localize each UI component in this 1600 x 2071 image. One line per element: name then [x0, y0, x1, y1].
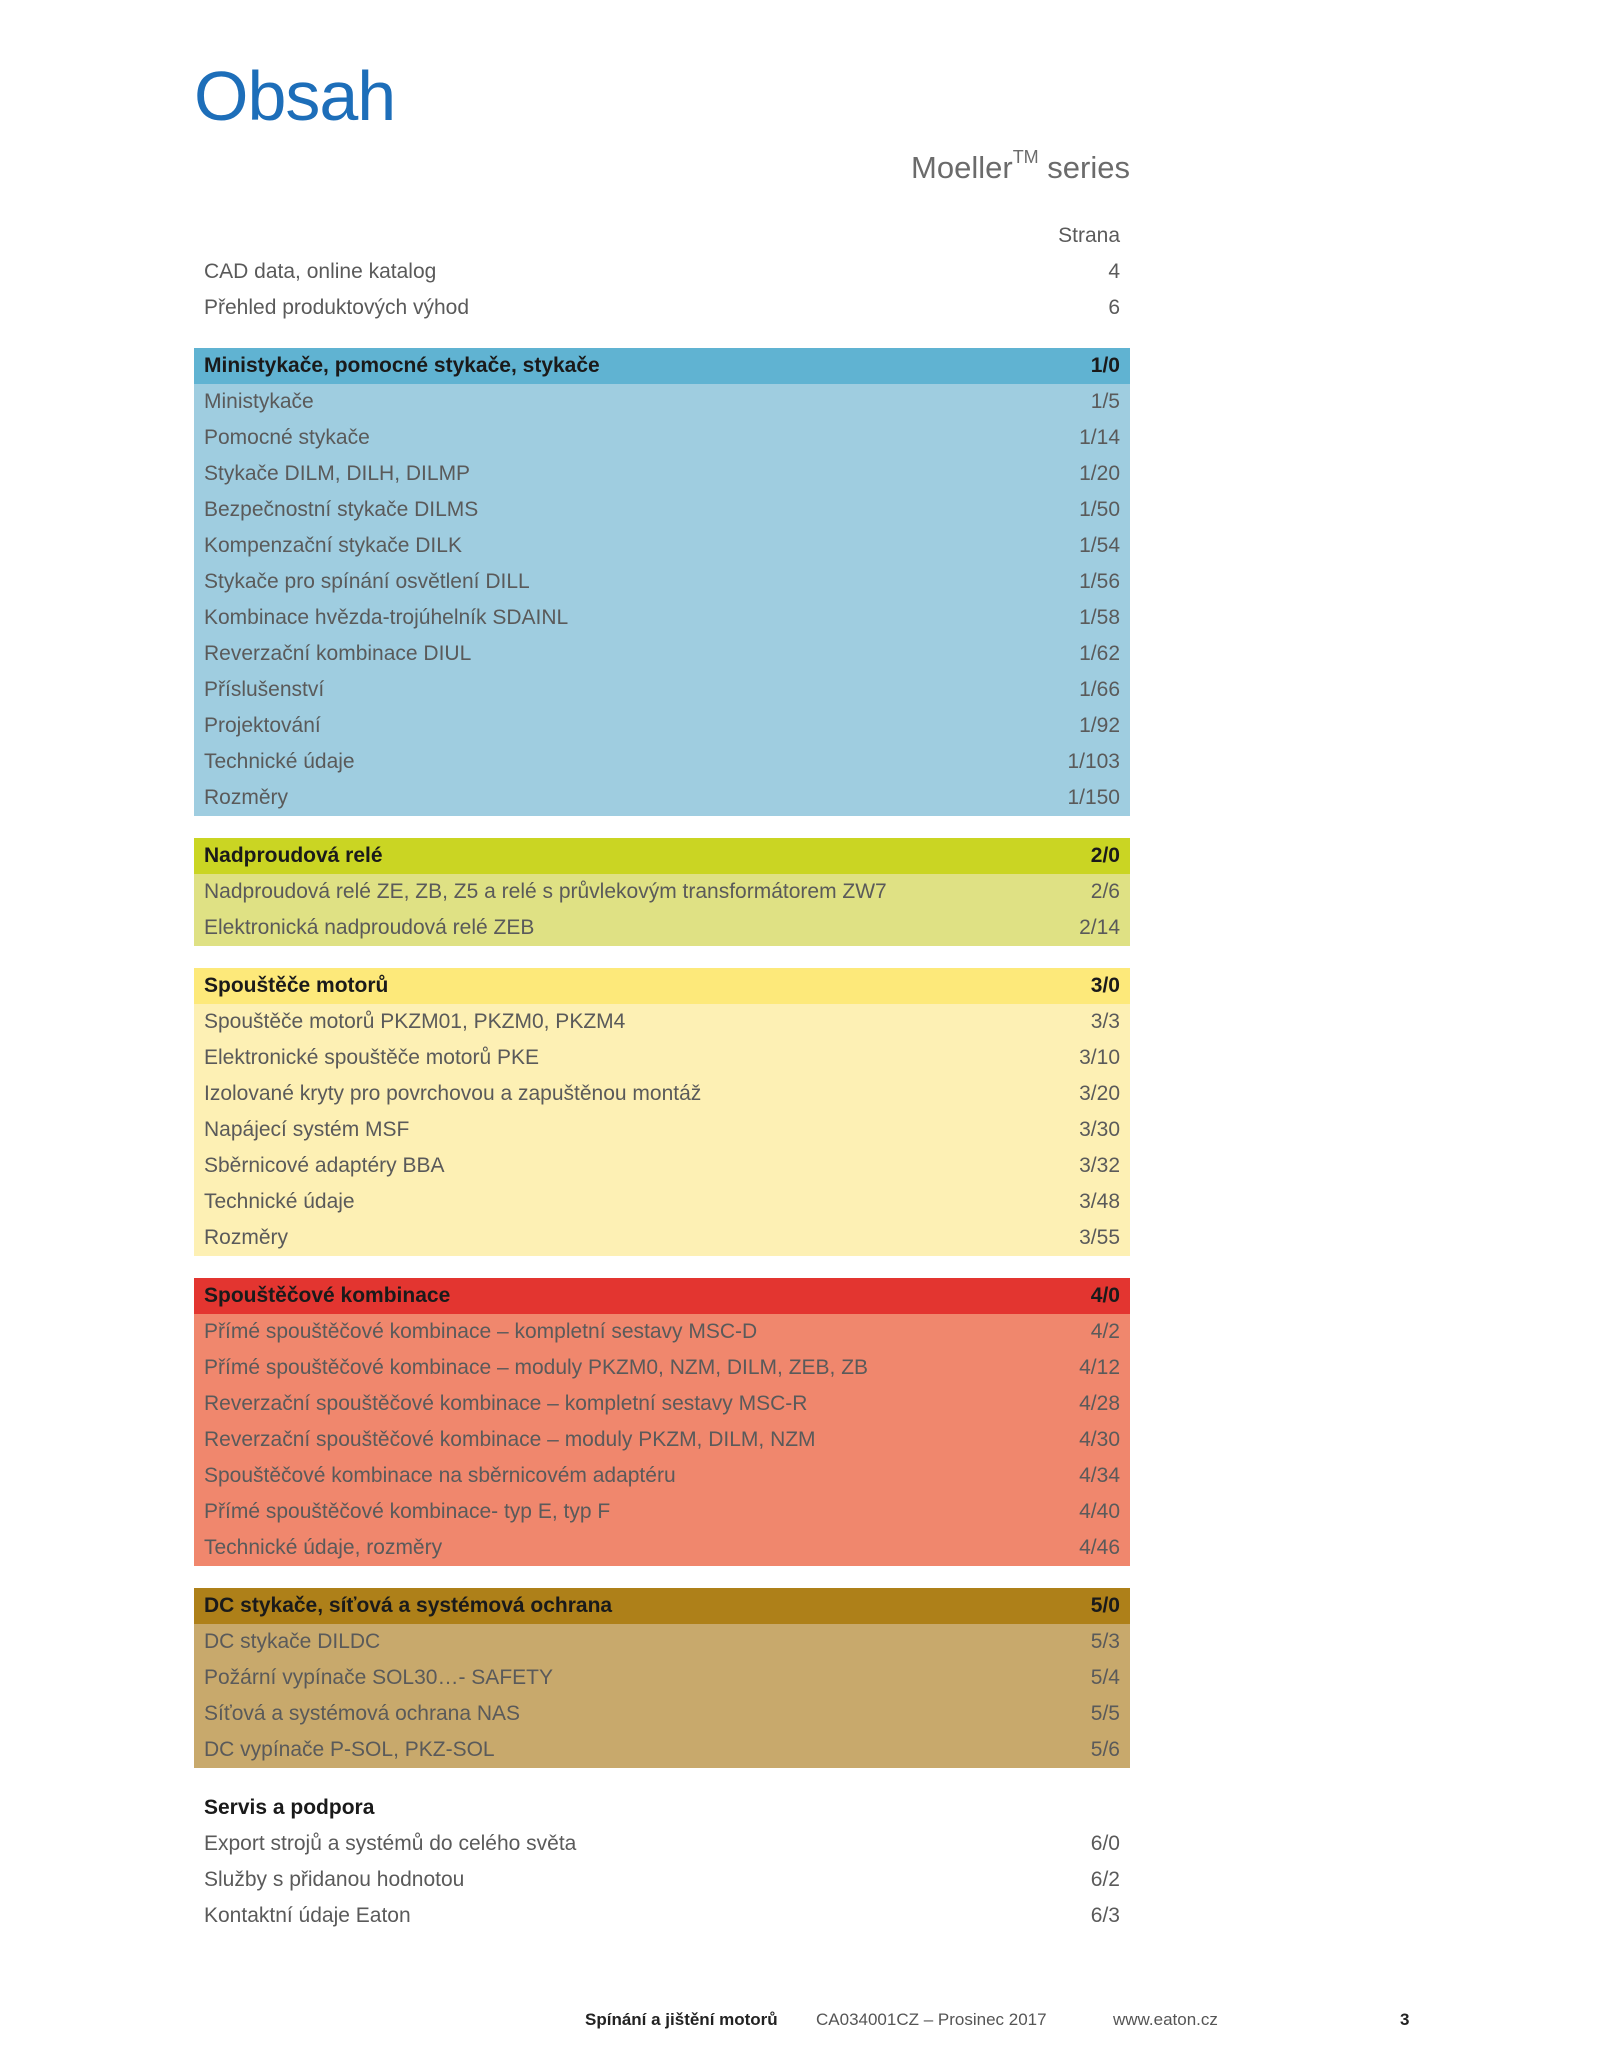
toc-entry[interactable] — [194, 744, 1130, 780]
toc-entry-page: 1/20 — [1079, 462, 1120, 485]
toc-entry[interactable] — [194, 1624, 1130, 1660]
toc-entry-label: CAD data, online katalog — [204, 260, 437, 283]
section-page: 5/0 — [1090, 1594, 1120, 1617]
toc-entry[interactable] — [194, 874, 1130, 910]
toc-entry[interactable] — [194, 1076, 1130, 1112]
toc-entry-label: Přímé spouštěčové kombinace- typ E, typ F — [204, 1500, 611, 1523]
intro-entries — [194, 254, 1130, 326]
toc-entry-page: 4/30 — [1079, 1428, 1120, 1451]
toc-entry[interactable] — [194, 456, 1130, 492]
toc-entry-label: Export strojů a systémů do celého světa — [204, 1832, 577, 1855]
toc-entry-label: Přímé spouštěčové kombinace – moduly PKZM0, NZM, DILM, ZEB, ZB — [204, 1356, 869, 1379]
footer-page-number: 3 — [1400, 2010, 1410, 2029]
toc-entry[interactable] — [194, 1220, 1130, 1256]
toc-entry-page: 6/0 — [1090, 1832, 1120, 1855]
toc-entry-page: 5/6 — [1090, 1738, 1120, 1761]
toc-entry-page: 2/14 — [1079, 916, 1120, 939]
toc-entry-page: 6 — [1108, 296, 1120, 319]
toc-entry[interactable] — [194, 1660, 1130, 1696]
toc-entry-label: DC stykače DILDC — [204, 1630, 381, 1653]
toc-entry-page: 3/10 — [1079, 1046, 1120, 1069]
toc-entry-page: 4/40 — [1079, 1500, 1120, 1523]
toc-entry[interactable] — [194, 636, 1130, 672]
toc-entry-page: 4/12 — [1079, 1356, 1120, 1379]
toc-entry-label: Technické údaje, rozměry — [204, 1536, 443, 1559]
toc-entry-label: Příslušenství — [204, 678, 325, 701]
toc-entry-label: Přehled produktových výhod — [204, 296, 469, 319]
section-service-support — [194, 1790, 1130, 1934]
toc-entry-label: Spouštěčové kombinace na sběrnicovém adaptéru — [204, 1464, 676, 1487]
toc-entry-label: Napájecí systém MSF — [204, 1118, 410, 1141]
toc-entry-label: Reverzační kombinace DIUL — [204, 642, 472, 665]
toc-entry[interactable] — [194, 384, 1130, 420]
toc-entry-page: 4 — [1108, 260, 1120, 283]
toc-entry-label: Služby s přidanou hodnotou — [204, 1868, 465, 1891]
section-dc-contactors — [194, 1588, 1130, 1768]
toc-entry[interactable] — [194, 290, 1130, 326]
toc-entry-page: 3/30 — [1079, 1118, 1120, 1141]
section-header[interactable] — [194, 1588, 1130, 1624]
toc-entry[interactable] — [194, 1004, 1130, 1040]
toc-entry[interactable] — [194, 708, 1130, 744]
toc-entry-label: Rozměry — [204, 786, 289, 809]
section-contactors — [194, 348, 1130, 816]
toc-entry[interactable] — [194, 1696, 1130, 1732]
toc-entry-label: Kompenzační stykače DILK — [204, 534, 462, 557]
toc-entry-page: 3/20 — [1079, 1082, 1120, 1105]
toc-entry[interactable] — [194, 910, 1130, 946]
toc-entry-page: 1/50 — [1079, 498, 1120, 521]
toc-entry[interactable] — [194, 672, 1130, 708]
section-header[interactable] — [194, 348, 1130, 384]
toc-entry[interactable] — [194, 1530, 1130, 1566]
toc-entry-page: 1/103 — [1067, 750, 1120, 773]
toc-entry-page: 3/32 — [1079, 1154, 1120, 1177]
toc-entry-label: Sběrnicové adaptéry BBA — [204, 1154, 445, 1177]
series-suffix: series — [1038, 150, 1130, 185]
section-page: 4/0 — [1090, 1284, 1120, 1307]
toc-entry[interactable] — [194, 1862, 1130, 1898]
toc-entry-label: Izolované kryty pro povrchovou a zapuštěnou montáž — [204, 1082, 702, 1105]
toc-entry[interactable] — [194, 1422, 1130, 1458]
section-header[interactable] — [194, 1278, 1130, 1314]
toc-entry-page: 1/54 — [1079, 534, 1120, 557]
toc-entry-label: Stykače DILM, DILH, DILMP — [204, 462, 471, 485]
toc-entry-label: Spouštěče motorů PKZM01, PKZM0, PKZM4 — [204, 1010, 626, 1033]
toc-entry-page: 4/2 — [1090, 1320, 1120, 1343]
toc-entry-label: Přímé spouštěčové kombinace – kompletní sestavy MSC-D — [204, 1320, 758, 1343]
toc-entry-label: Reverzační spouštěčové kombinace – kompletní sestavy MSC-R — [204, 1392, 808, 1415]
toc-entry[interactable] — [194, 254, 1130, 290]
toc-entry-label: Elektronické spouštěče motorů PKE — [204, 1046, 539, 1069]
toc-entry-label: Rozměry — [204, 1226, 289, 1249]
toc-entry-page: 4/46 — [1079, 1536, 1120, 1559]
toc-entry-label: Kombinace hvězda-trojúhelník SDAINL — [204, 606, 569, 629]
toc-entry[interactable] — [194, 1112, 1130, 1148]
toc-entry-label: Projektování — [204, 714, 321, 737]
toc-entry-label: Síťová a systémová ochrana NAS — [204, 1702, 521, 1725]
toc-entry-page: 1/150 — [1067, 786, 1120, 809]
series-brand: Moeller — [911, 150, 1013, 185]
section-title: Nadproudová relé — [204, 844, 383, 867]
toc-entry-page: 1/5 — [1090, 390, 1120, 413]
section-title: DC stykače, síťová a systémová ochrana — [204, 1594, 613, 1617]
toc-entry[interactable] — [194, 780, 1130, 816]
toc-entry-label: Bezpečnostní stykače DILMS — [204, 498, 479, 521]
section-title: Servis a podpora — [204, 1796, 375, 1819]
toc-entry-page: 1/58 — [1079, 606, 1120, 629]
section-page: 1/0 — [1090, 354, 1120, 377]
page-column-label: Strana — [1058, 224, 1120, 247]
table-of-contents — [194, 218, 1130, 1934]
toc-entry-label: Kontaktní údaje Eaton — [204, 1904, 411, 1927]
toc-entry-page: 1/62 — [1079, 642, 1120, 665]
toc-entry-page: 3/48 — [1079, 1190, 1120, 1213]
toc-entry-page: 5/3 — [1090, 1630, 1120, 1653]
toc-entry[interactable] — [194, 564, 1130, 600]
section-title: Spouštěčové kombinace — [204, 1284, 451, 1307]
toc-entry[interactable] — [194, 1386, 1130, 1422]
toc-entry-label: Požární vypínače SOL30…- SAFETY — [204, 1666, 553, 1689]
trademark-mark: TM — [1012, 146, 1039, 167]
toc-entry[interactable] — [194, 1314, 1130, 1350]
section-header[interactable] — [194, 838, 1130, 874]
toc-entry-label: Pomocné stykače — [204, 426, 370, 449]
toc-entry-label: Technické údaje — [204, 1190, 355, 1213]
toc-entry[interactable] — [194, 492, 1130, 528]
toc-entry[interactable] — [194, 1826, 1130, 1862]
toc-entry-page: 3/55 — [1079, 1226, 1120, 1249]
section-starter-combinations — [194, 1278, 1130, 1566]
series-heading — [911, 146, 1130, 186]
toc-entry[interactable] — [194, 1184, 1130, 1220]
toc-entry[interactable] — [194, 1494, 1130, 1530]
toc-entry-page: 4/34 — [1079, 1464, 1120, 1487]
toc-entry[interactable] — [194, 528, 1130, 564]
section-motor-starters — [194, 968, 1130, 1256]
toc-entry-page: 1/56 — [1079, 570, 1120, 593]
section-overload-relays — [194, 838, 1130, 946]
section-page: 2/0 — [1090, 844, 1120, 867]
toc-entry-page: 1/14 — [1079, 426, 1120, 449]
toc-entry-label: Stykače pro spínání osvětlení DILL — [204, 570, 530, 593]
toc-entry-page: 5/5 — [1090, 1702, 1120, 1725]
page-column-header — [194, 218, 1130, 254]
section-title: Ministykače, pomocné stykače, stykače — [204, 354, 600, 377]
section-page: 3/0 — [1090, 974, 1120, 997]
toc-entry[interactable] — [194, 1040, 1130, 1076]
page-title: Obsah — [194, 57, 396, 135]
toc-entry[interactable] — [194, 420, 1130, 456]
toc-entry-page: 6/2 — [1090, 1868, 1120, 1891]
toc-entry-label: Elektronická nadproudová relé ZEB — [204, 916, 535, 939]
footer-website-link[interactable]: www.eaton.cz — [1113, 2010, 1218, 2029]
toc-entry-page: 1/66 — [1079, 678, 1120, 701]
section-header[interactable] — [194, 1790, 1130, 1826]
section-header[interactable] — [194, 968, 1130, 1004]
toc-entry[interactable] — [194, 600, 1130, 636]
toc-entry-label: Reverzační spouštěčové kombinace – moduly PKZM, DILM, NZM — [204, 1428, 816, 1451]
footer-document-code: CA034001CZ – Prosinec 2017 — [816, 2010, 1047, 2029]
toc-entry[interactable] — [194, 1898, 1130, 1934]
toc-entry-page: 2/6 — [1090, 880, 1120, 903]
toc-entry-page: 3/3 — [1090, 1010, 1120, 1033]
toc-entry-page: 5/4 — [1090, 1666, 1120, 1689]
toc-entry-label: Technické údaje — [204, 750, 355, 773]
toc-entry-label: Nadproudová relé ZE, ZB, Z5 a relé s průvlekovým transformátorem ZW7 — [204, 880, 887, 903]
toc-entry[interactable] — [194, 1350, 1130, 1386]
toc-entry-page: 6/3 — [1090, 1904, 1120, 1927]
toc-entry[interactable] — [194, 1148, 1130, 1184]
toc-entry-page: 1/92 — [1079, 714, 1120, 737]
toc-entry-page: 4/28 — [1079, 1392, 1120, 1415]
footer-document-title: Spínání a jištění motorů — [585, 2010, 778, 2029]
toc-entry[interactable] — [194, 1732, 1130, 1768]
toc-entry-label: Ministykače — [204, 390, 314, 413]
toc-entry[interactable] — [194, 1458, 1130, 1494]
section-title: Spouštěče motorů — [204, 974, 389, 997]
toc-entry-label: DC vypínače P-SOL, PKZ-SOL — [204, 1738, 495, 1761]
